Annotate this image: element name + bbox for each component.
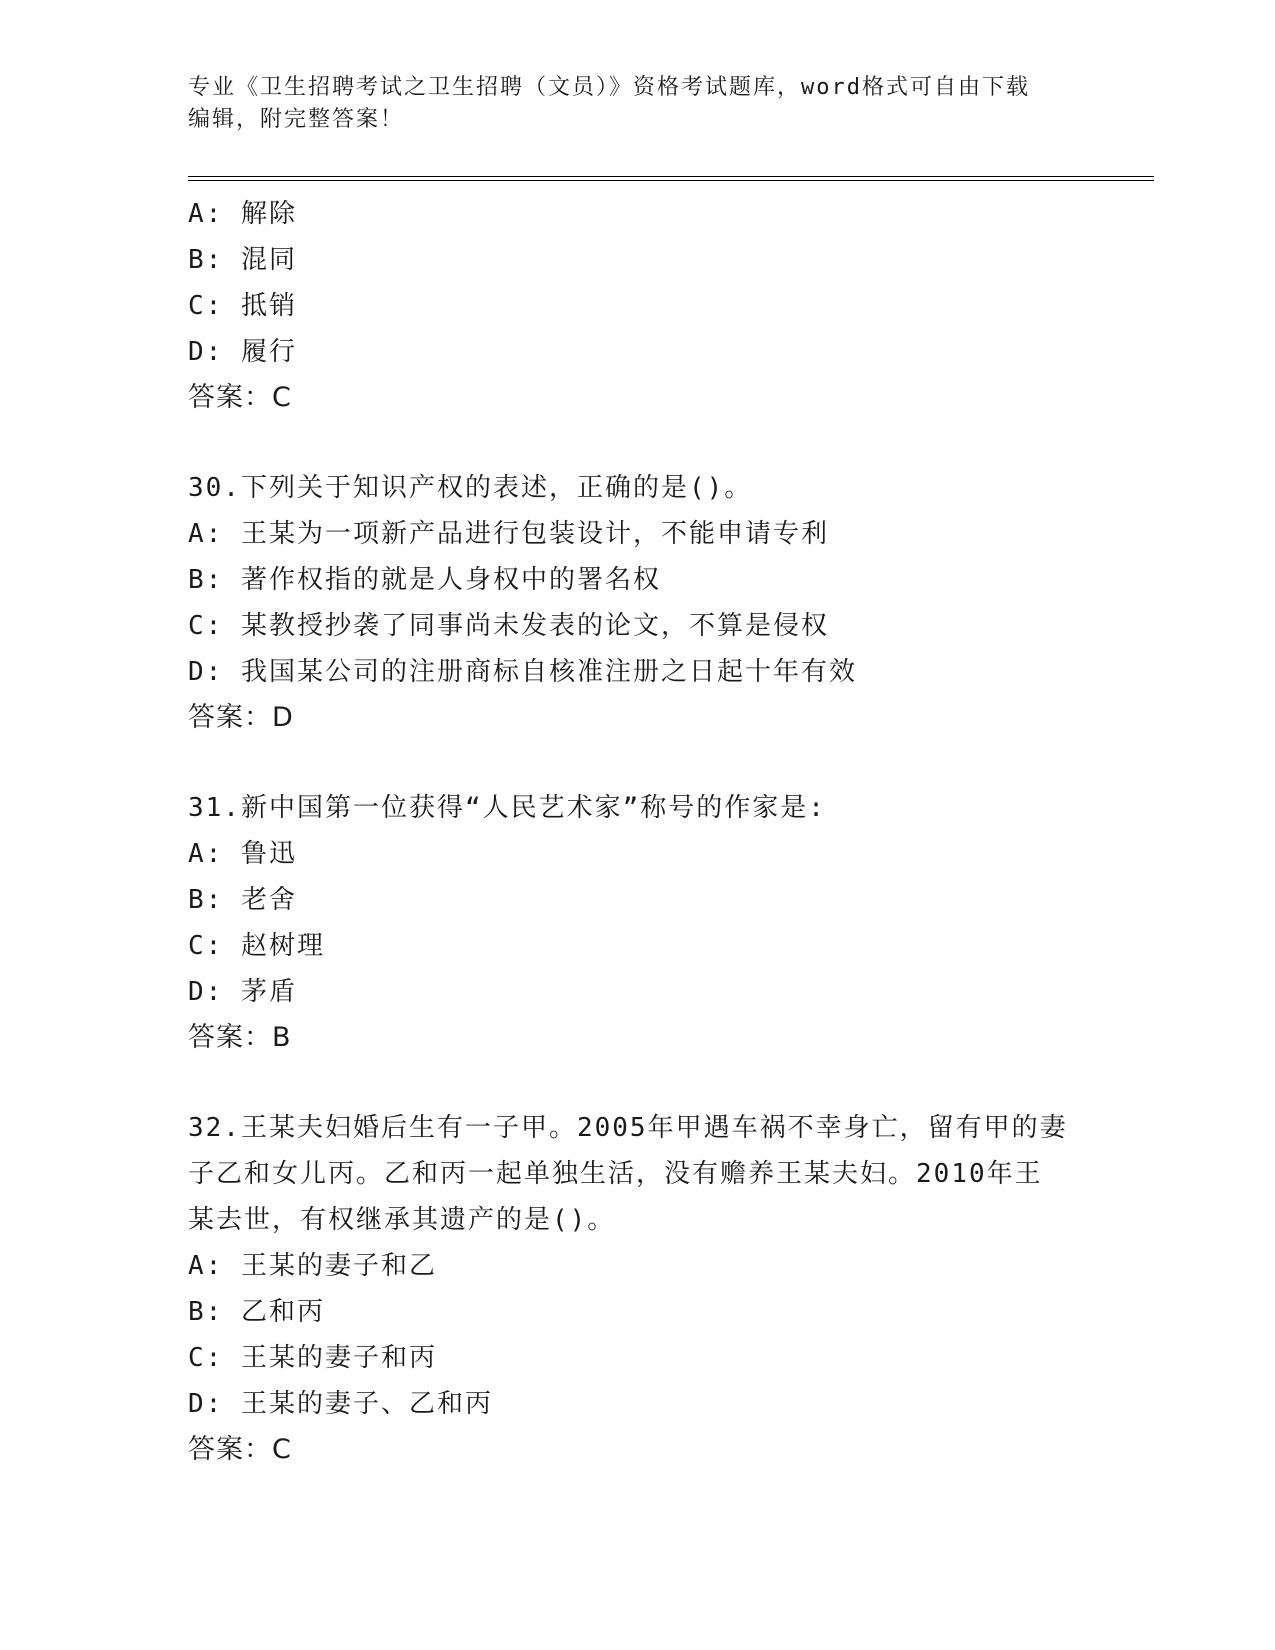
question-block [188,191,1088,421]
question-list [188,191,1088,1473]
question-stem: 30.下列关于知识产权的表述，正确的是()。 [188,473,753,503]
answer-line: 答案：D [188,702,294,733]
question-block [188,785,1088,1061]
option-c: C: 某教授抄袭了同事尚未发表的论文，不算是侵权 [188,611,829,641]
option-d: D: 履行 [188,337,297,367]
option-c: C: 王某的妻子和丙 [188,1343,437,1373]
option-a: A: 鲁迅 [188,839,297,869]
header-line-2: 编辑，附完整答案！ [188,107,405,132]
option-b: B: 老舍 [188,885,297,915]
option-d: D: 王某的妻子、乙和丙 [188,1389,493,1419]
question-stem-line-2: 子乙和女儿丙。乙和丙一起单独生活，没有赡养王某夫妇。2010年王 [188,1159,1043,1189]
header-line-1: 专业《卫生招聘考试之卫生招聘（文员）》资格考试题库，word格式可自由下载 [188,75,1030,100]
option-a: A: 王某的妻子和乙 [188,1251,437,1281]
option-a: A: 王某为一项新产品进行包装设计，不能申请专利 [188,519,829,549]
header-divider-top [188,176,1154,177]
option-d: D: 茅盾 [188,977,297,1007]
question-stem: 31.新中国第一位获得“人民艺术家”称号的作家是: [188,793,826,823]
answer-line: 答案：C [188,1434,292,1465]
question-block [188,465,1088,741]
option-d: D: 我国某公司的注册商标自核准注册之日起十年有效 [188,657,857,687]
answer-line: 答案：B [188,1022,292,1053]
option-b: B: 著作权指的就是人身权中的署名权 [188,565,661,595]
answer-line: 答案：C [188,382,292,413]
question-stem-line-3: 某去世，有权继承其遗产的是()。 [188,1205,616,1235]
question-block [188,1105,1088,1473]
document-header [188,72,1088,136]
option-a: A: 解除 [188,199,297,229]
option-c: C: 赵树理 [188,931,325,961]
option-b: B: 乙和丙 [188,1297,325,1327]
option-c: C: 抵销 [188,291,297,321]
option-b: B: 混同 [188,245,297,275]
question-stem-line-1: 32.王某夫妇婚后生有一子甲。2005年甲遇车祸不幸身亡，留有甲的妻 [188,1113,1068,1143]
header-divider-bottom [188,180,1154,181]
